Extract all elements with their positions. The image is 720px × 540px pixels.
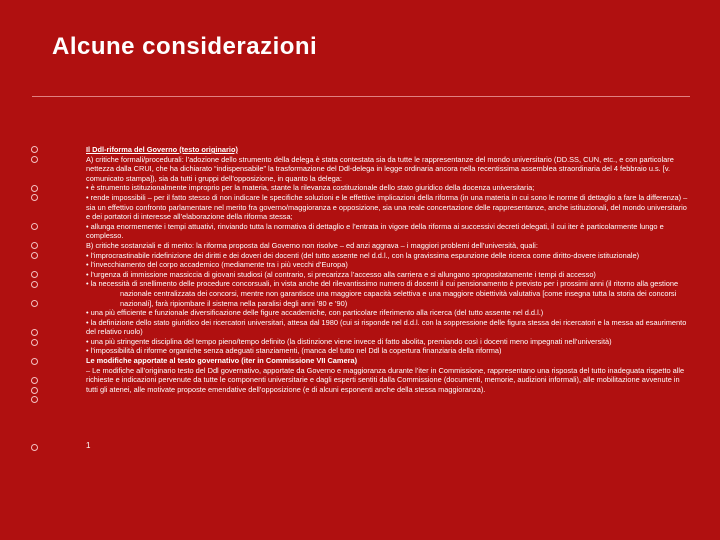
- slide-title: Alcune considerazioni: [52, 33, 318, 60]
- body-paragraph: • è strumento istituzionalmente improprio per la materia, stante la rilevanza costituzionale dello stato giuridico della docenza universitaria;: [86, 183, 535, 193]
- body-paragraph: A) critiche formali/procedurali: l’adozione dello strumento della delega è stata contestata sia da tutte le rappresentanze del mondo universitario (DD.SS, CUN, etc., e con particolare nettezza dalla CRUI, che ha dichiarato “indispensabile” la trasformazione del Ddl-delega in legge ordinaria ancora nella recentissima assemblea straordinaria del 4 febbraio u.s. [v. comunicato stampa]), sia da tutti i gruppi dell’opposizione, in quanto la delega:: [86, 154, 674, 183]
- body-paragraph: • la necessità di snellimento delle procedure concorsuali, in vista anche del rilevantissimo numero di docenti il cui pensionamento è previsto per i prossimi anni (il ritorno alla gestione nazionale centralizzata dei concorsi, mentre non garantisce una maggiore capacità selettiva e una maggiore obiettività valutativa [come insegna tutta la storia dei concorsi nazionali], farà ripiombare il sistema nella paralisi degli anni ’80 e ’90): [86, 279, 679, 308]
- bullet-icon: [31, 223, 38, 230]
- bullet-icon: [31, 146, 38, 153]
- section-heading: Il Ddl-riforma del Governo (testo originario): [86, 145, 238, 154]
- bullet-icon: [31, 185, 38, 192]
- section-heading: Le modifiche apportate al testo governativo (iter in Commissione VII Camera): [86, 356, 358, 366]
- bullet-icon: [31, 329, 38, 336]
- body-paragraph: • l’invecchiamento del corpo accademico (mediamente tra i più vecchi d’Europa): [86, 260, 348, 270]
- bullet-icon: [31, 444, 38, 451]
- bullet-icon: [31, 156, 38, 163]
- body-paragraph: • l’improcrastinabile ridefinizione dei diritti e dei doveri dei docenti (del tutto assente nel d.d.l., con la gravissima espunzione delle ricerca come diritto-dovere istituzionale): [86, 250, 640, 260]
- title-divider: [32, 96, 690, 97]
- bullet-icon: [31, 271, 38, 278]
- bullet-icon: [31, 396, 38, 403]
- slide-body: [86, 145, 691, 394]
- bullet-icon: [31, 194, 38, 201]
- body-paragraph: – Le modifiche all’originario testo del Ddl governativo, apportate da Governo e maggioranza durante l’iter in Commissione, rappresentano una risposta del tutto inadeguata rispetto alle richieste e indicazioni pervenute da tutte le componenti universitarie e dagli esperti sentiti dalla Commissione (documenti, memorie, audizioni informali), alle mobilitazione avvenute in tutti gli atenei, alle motivate proposte emendative dell’opposizione (e di alcuni esponenti anche della stessa maggioranza).: [86, 365, 685, 394]
- bullet-icon: [31, 339, 38, 346]
- bullet-icon: [31, 242, 38, 249]
- bullet-icon: [31, 358, 38, 365]
- bullet-icon: [31, 377, 38, 384]
- body-paragraph: • la definizione dello stato giuridico dei ricercatori universitari, attesa dal 1980 (cui si risponde nel d.d.l. con la soppressione delle figura stessa dei ricercatori e la messa ad esaurimento del relativo ruolo): [86, 317, 687, 337]
- bullet-icon: [31, 300, 38, 307]
- bullet-icon: [31, 281, 38, 288]
- body-paragraph: B) critiche sostanziali e di merito: la riforma proposta dal Governo non risolve – ed anzi aggrava – i maggiori problemi dell’università, quali:: [86, 240, 538, 250]
- body-paragraph: • rende impossibili – per il fatto stesso di non indicare le specifiche soluzioni e le effettive implicazioni della riforma (in una materia in cui sono le norme di dettaglio a fare la differenza) – sia un effettivo confronto parlamentare nel merito fra governo/maggioranza e opposizione, sia una reale concertazione delle rappresentanze, anche istituzionali, del mondo universitario e dei portatori di interesse all’elaborazione della riforma stessa;: [86, 192, 688, 222]
- body-paragraph: • l’urgenza di immissione massiccia di giovani studiosi (al contrario, si precarizza l’accesso alla carriera e si allungano spropositatamente i tempi di accesso): [86, 269, 596, 279]
- body-paragraph: • una più stringente disciplina del tempo pieno/tempo definito (la distinzione viene invece di fatto abolita, premiando così i docenti meno impegnati nell’università): [86, 336, 612, 346]
- body-paragraph: • allunga enormemente i tempi attuativi, rinviando tutta la normativa di dettaglio e l’entrata in vigore della riforma ai successivi decreti delegati, il cui iter è particolarmente lungo e complesso.: [86, 221, 664, 241]
- bullet-icon: [31, 252, 38, 259]
- body-paragraph: • l’impossibilità di riforme organiche senza adeguati stanziamenti, (manca del tutto nel Ddl la copertura finanziaria della riforma): [86, 346, 502, 356]
- body-paragraph: • una più efficiente e funzionale diversificazione delle figure accademiche, con particolare riferimento alla ricerca (del tutto assente nel d.d.l.): [86, 308, 544, 318]
- page-number: 1: [86, 441, 91, 450]
- bullet-column: [31, 0, 43, 540]
- bullet-icon: [31, 387, 38, 394]
